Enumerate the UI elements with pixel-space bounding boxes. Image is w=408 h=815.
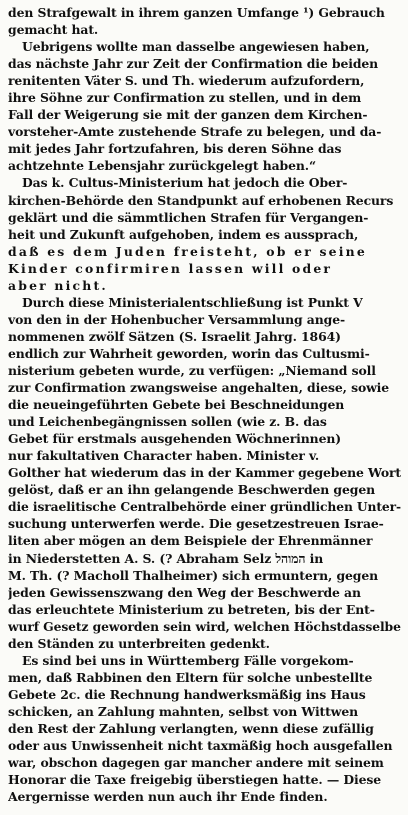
text-line: renitenten Väter S. und Th. wiederum aufzufordern, (8, 73, 365, 89)
text-line: ihre Söhne zur Confirmation zu stellen, und in dem (8, 90, 362, 106)
text-line: endlich zur Wahrheit geworden, worin das Cultusmi- (8, 345, 370, 361)
text-line: nisterium gebeten wurde, zu verfügen: „Niemand soll (8, 362, 376, 378)
text-line: suchung unterwerfen werde. Die gesetzestreuen Israe- (8, 516, 384, 532)
text-line: von den in der Hohenbucher Versammlung ange- (8, 311, 346, 327)
text-line: Gebet für erstmals ausgehenden Wöchnerinnen) (8, 431, 342, 447)
text-line: zur Confirmation zwangsweise angehalten, diese, sowie (8, 380, 390, 396)
text-line: nur fakultativen Character haben. Minister v. (8, 448, 320, 464)
text-line: Kinder confirmiren lassen will oder (8, 260, 333, 276)
text-line: Durch diese Ministerialentschließung ist Punkt V (22, 294, 363, 310)
text-line: Es sind bei uns in Württemberg Fälle vorgekom- (22, 652, 354, 668)
article-text (8, 4, 401, 805)
text-line: Gebete 2c. die Rechnung handwerksmäßig ins Haus (8, 686, 366, 702)
text-line: den Rest der Zahlung verlangten, wenn diese zufällig (8, 720, 374, 736)
text-line: kirchen-Behörde den Standpunkt auf erhobenen Recurs (8, 192, 394, 208)
text-line: aber nicht. (8, 277, 108, 293)
text-line: Aergernisse werden nun auch ihr Ende finden. (8, 789, 328, 805)
text-line: schicken, an Zahlung mahnten, selbst von Wittwen (8, 703, 359, 719)
text-line: wurf Gesetz geworden sein wird, welchen Höchstdasselbe (8, 618, 401, 634)
text-line: den Ständen zu unterbreiten gedenkt. (8, 635, 270, 651)
text-line: Honorar die Taxe freigebig überstiegen hatte. — Diese (8, 772, 382, 788)
text-line: Das k. Cultus-Ministerium hat jedoch die Ober- (22, 175, 348, 191)
text-line: geklärt und die sämmtlichen Strafen für Vergangen- (8, 209, 369, 225)
text-line: nommenen zwölf Sätzen (S. Israelit Jahrg. 1864) (8, 328, 341, 344)
text-line: war, obschon dagegen gar mancher andere mit seinem (8, 755, 384, 771)
text-line: vorsteher-Amte zustehende Strafe zu belegen, und da- (8, 124, 382, 140)
text-line: oder aus Unwissenheit nicht taxmäßig hoch ausgefallen (8, 738, 393, 754)
text-line: und Leichenbegängnissen sollen (wie z. B. das (8, 414, 327, 430)
text-line: Fall der Weigerung sie mit der ganzen dem Kirchen- (8, 107, 368, 123)
text-line: heit und Zukunft aufgehoben, indem es aussprach, (8, 226, 359, 242)
text-line: Uebrigens wollte man dasselbe angewiesen haben, (22, 39, 370, 55)
text-line: die neueingeführten Gebete bei Beschneidungen (8, 397, 345, 413)
text-line: die israelitische Centralbehörde einer gründlichen Unter- (8, 499, 401, 515)
text-line: gelöst, daß er an ihn gelangende Beschwerden gegen (8, 482, 376, 498)
text-line: den Strafgewalt in ihrem ganzen Umfange ¹) Gebrauch (8, 5, 385, 20)
text-line: das nächste Jahr zur Zeit der Confirmation die beiden (8, 56, 379, 72)
text-line: achtzehnte Lebensjahr zurückgelegt haben.“ (8, 158, 317, 174)
text-line: Golther hat wiederum das in der Kammer gegebene Wort (8, 465, 401, 481)
text-line: men, daß Rabbinen den Eltern für solche unbestellte (8, 669, 373, 685)
text-line: M. Th. (? Macholl Thalheimer) sich ermuntern, gegen (8, 567, 379, 583)
text-line: liten aber mögen an dem Beispiele der Ehrenmänner (8, 533, 373, 549)
text-line: daß es dem Juden freisteht, ob er seine (8, 243, 367, 259)
text-line: in Niederstetten A. S. (? Abraham Selz המוהל in (8, 550, 324, 566)
text-line: das erleuchtete Ministerium zu betreten, bis der Ent- (8, 601, 375, 617)
text-line: jeden Gewissenszwang den Weg der Beschwerde an (8, 584, 361, 600)
text-line: mit jedes Jahr fortzufahren, bis deren Söhne das (8, 141, 342, 157)
text-line: gemacht hat. (8, 22, 99, 38)
